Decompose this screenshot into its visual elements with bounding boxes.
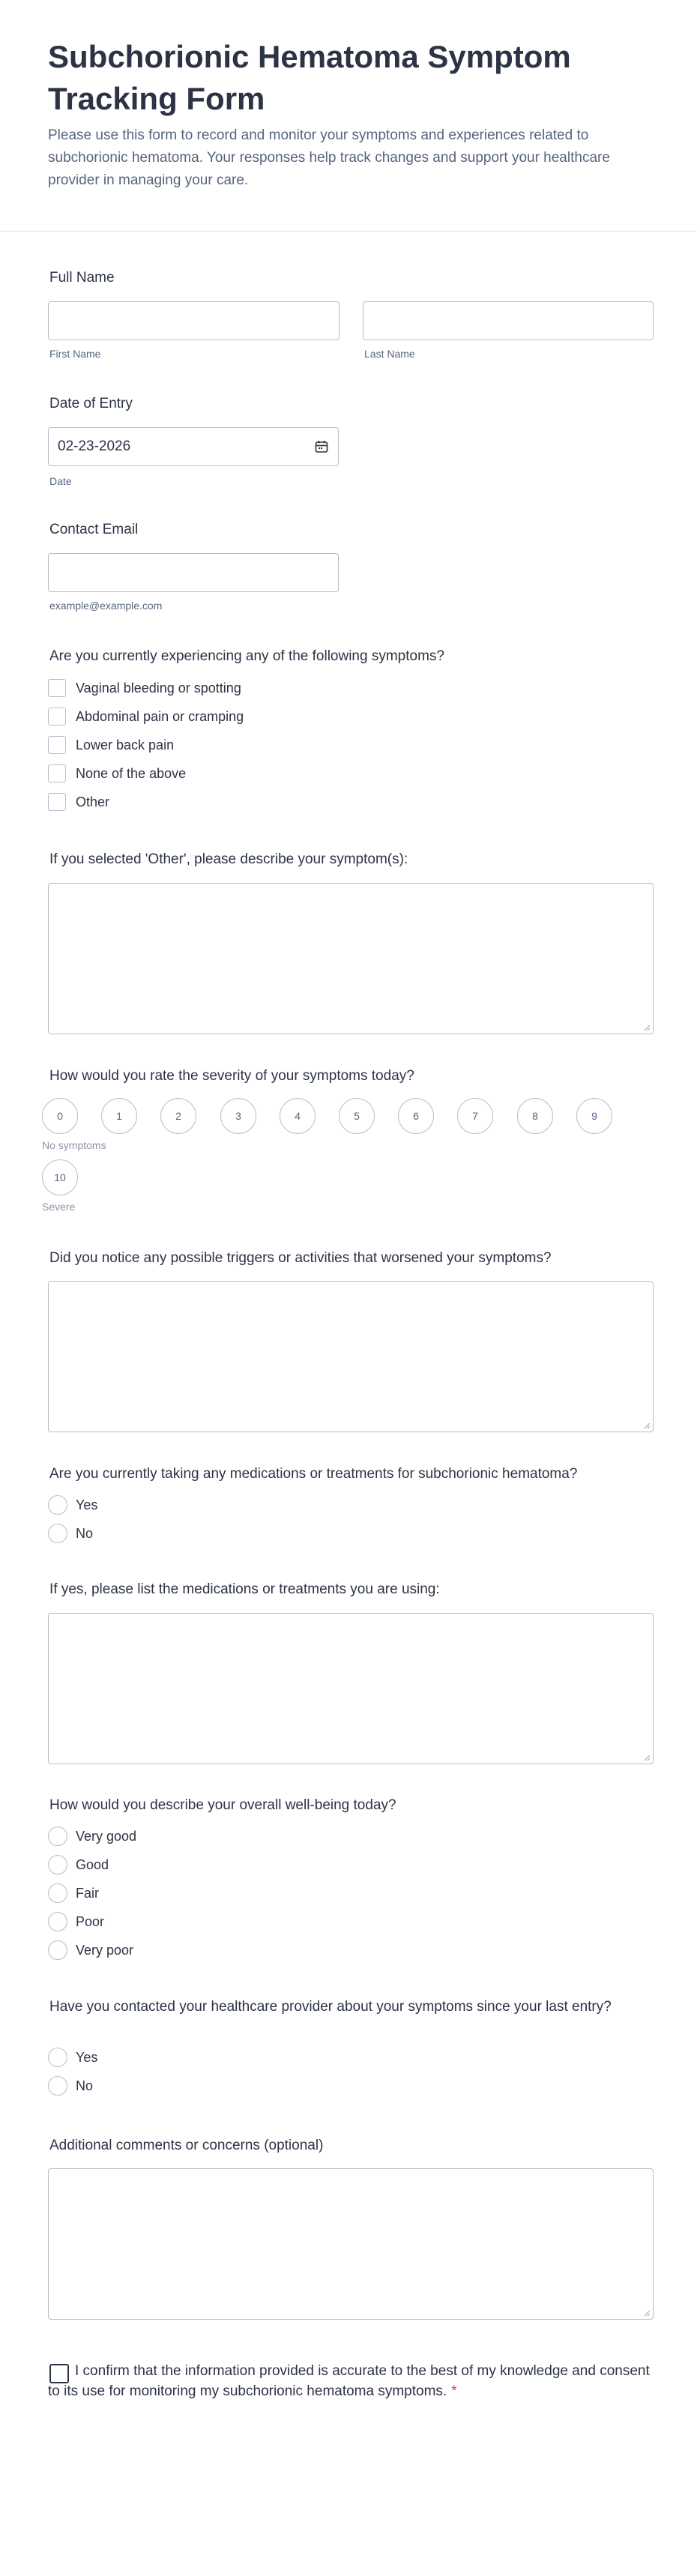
resize-grip-icon[interactable]	[643, 2309, 651, 2317]
checkbox[interactable]	[48, 679, 66, 697]
option-label: Poor	[76, 1913, 105, 1929]
severity-option-2[interactable]: 2	[160, 1098, 196, 1134]
email-sublabel: example@example.com	[49, 600, 163, 612]
wellbeing-option-very-poor[interactable]	[48, 1940, 133, 1960]
medications-option-yes[interactable]	[48, 1495, 97, 1515]
severity-option-9[interactable]: 9	[576, 1098, 612, 1134]
date-input[interactable]	[48, 427, 339, 466]
option-label: Very poor	[76, 1942, 134, 1958]
severity-option-6[interactable]: 6	[398, 1098, 434, 1134]
form-title: Subchorionic Hematoma Symptom Tracking Form	[48, 39, 571, 116]
required-asterisk: *	[451, 2383, 457, 2399]
checkbox[interactable]	[48, 736, 66, 754]
contacted-provider-label: Have you contacted your healthcare provider about your symptoms since your last entry?	[49, 1999, 612, 2015]
symptom-option-lower-back-pain[interactable]	[48, 735, 174, 755]
confirmation-checkbox[interactable]	[49, 2364, 69, 2383]
contacted-provider-option-no[interactable]	[48, 2076, 93, 2096]
option-label: Good	[76, 1856, 109, 1872]
checkbox[interactable]	[48, 708, 66, 726]
wellbeing-field	[48, 1796, 654, 1968]
severity-option-8[interactable]: 8	[517, 1098, 553, 1134]
severity-option-5[interactable]: 5	[339, 1098, 375, 1134]
option-label: Abdominal pain or cramping	[76, 708, 244, 724]
form-description: Please use this form to record and monitor your symptoms and experiences related to subchorionic hematoma. Your responses help track changes and support your healthcare provider in managing your care.	[48, 127, 610, 188]
last-name-sublabel: Last Name	[364, 348, 415, 360]
wellbeing-option-fair[interactable]	[48, 1883, 99, 1903]
symptoms-label: Are you currently experiencing any of the following symptoms?	[49, 648, 444, 664]
severity-option-10[interactable]: 10	[42, 1159, 78, 1195]
medications-option-no[interactable]	[48, 1524, 93, 1543]
comments-label: Additional comments or concerns (optional)	[49, 2138, 324, 2153]
wellbeing-option-poor[interactable]	[48, 1912, 104, 1931]
option-label: None of the above	[76, 765, 187, 781]
medications-list-textarea[interactable]	[48, 1613, 654, 1764]
resize-grip-icon[interactable]	[643, 1422, 651, 1429]
full-name-label: Full Name	[49, 270, 115, 286]
form-header	[0, 0, 697, 232]
date-of-entry-field	[48, 394, 654, 492]
resize-grip-icon[interactable]	[643, 1024, 651, 1031]
radio-button[interactable]	[48, 1827, 67, 1846]
severity-option-0[interactable]: 0	[42, 1098, 78, 1134]
radio-button[interactable]	[48, 2076, 67, 2096]
option-label: Vaginal bleeding or spotting	[76, 680, 241, 696]
checkbox[interactable]	[48, 764, 66, 782]
other-symptoms-textarea[interactable]	[48, 883, 654, 1034]
severity-option-7[interactable]: 7	[457, 1098, 493, 1134]
radio-button[interactable]	[48, 2048, 67, 2067]
calendar-icon[interactable]	[314, 439, 329, 454]
option-label: Fair	[76, 1885, 99, 1901]
symptoms-field	[48, 647, 654, 819]
date-of-entry-label: Date of Entry	[49, 396, 133, 411]
comments-textarea[interactable]	[48, 2168, 654, 2320]
option-label: Yes	[76, 1497, 98, 1512]
resize-grip-icon[interactable]	[643, 1754, 651, 1761]
symptom-option-abdominal-pain[interactable]	[48, 707, 244, 726]
severity-label: How would you rate the severity of your symptoms today?	[49, 1068, 414, 1084]
severity-option-4[interactable]: 4	[280, 1098, 316, 1134]
triggers-label: Did you notice any possible triggers or activities that worsened your symptoms?	[49, 1250, 552, 1266]
severity-option-1[interactable]: 1	[101, 1098, 137, 1134]
checkbox[interactable]	[48, 793, 66, 811]
last-name-input[interactable]	[363, 301, 654, 340]
medications-label: Are you currently taking any medications or treatments for subchorionic hematoma?	[49, 1466, 578, 1482]
date-value: 02-23-2026	[58, 438, 131, 454]
confirmation-text: I confirm that the information provided is accurate to the best of my knowledge and consent to its use for monitoring my subchorionic hematoma symptoms.	[48, 2363, 650, 2399]
full-name-field	[48, 268, 654, 366]
severity-field	[42, 1067, 654, 1224]
wellbeing-option-very-good[interactable]	[48, 1827, 136, 1846]
option-label: Lower back pain	[76, 737, 175, 752]
email-input[interactable]	[48, 553, 339, 592]
confirmation-label	[48, 2361, 654, 2401]
contacted-provider-field	[48, 1997, 654, 2110]
wellbeing-option-good[interactable]	[48, 1855, 109, 1874]
date-sublabel: Date	[49, 475, 72, 487]
symptom-option-vaginal-bleeding[interactable]	[48, 678, 241, 698]
contact-email-label: Contact Email	[49, 522, 139, 537]
radio-button[interactable]	[48, 1940, 67, 1960]
radio-button[interactable]	[48, 1883, 67, 1903]
medications-list-field	[48, 1580, 654, 1767]
severity-max-caption: Severe	[42, 1201, 76, 1213]
triggers-textarea[interactable]	[48, 1281, 654, 1432]
severity-min-caption: No symptoms	[42, 1139, 106, 1151]
option-label: Other	[76, 794, 110, 809]
contacted-provider-option-yes[interactable]	[48, 2048, 97, 2067]
other-symptoms-field	[48, 850, 654, 1037]
triggers-field	[48, 1249, 654, 1436]
medications-field	[48, 1465, 654, 1547]
first-name-input[interactable]	[48, 301, 340, 340]
first-name-sublabel: First Name	[49, 348, 101, 360]
wellbeing-label: How would you describe your overall well-being today?	[49, 1797, 396, 1813]
comments-field	[48, 2136, 654, 2323]
severity-option-3[interactable]: 3	[220, 1098, 256, 1134]
symptom-option-other[interactable]	[48, 792, 109, 812]
radio-button[interactable]	[48, 1495, 67, 1515]
symptom-option-none[interactable]	[48, 764, 186, 783]
radio-button[interactable]	[48, 1912, 67, 1931]
medications-list-label: If yes, please list the medications or treatments you are using:	[49, 1581, 440, 1597]
radio-button[interactable]	[48, 1524, 67, 1543]
confirmation-field	[48, 2361, 654, 2428]
option-label: Yes	[76, 2049, 98, 2065]
contact-email-field	[48, 520, 654, 618]
option-label: No	[76, 1525, 94, 1541]
radio-button[interactable]	[48, 1855, 67, 1874]
option-label: Very good	[76, 1828, 137, 1844]
other-symptoms-label: If you selected 'Other', please describe your symptom(s):	[49, 851, 408, 867]
option-label: No	[76, 2078, 94, 2093]
